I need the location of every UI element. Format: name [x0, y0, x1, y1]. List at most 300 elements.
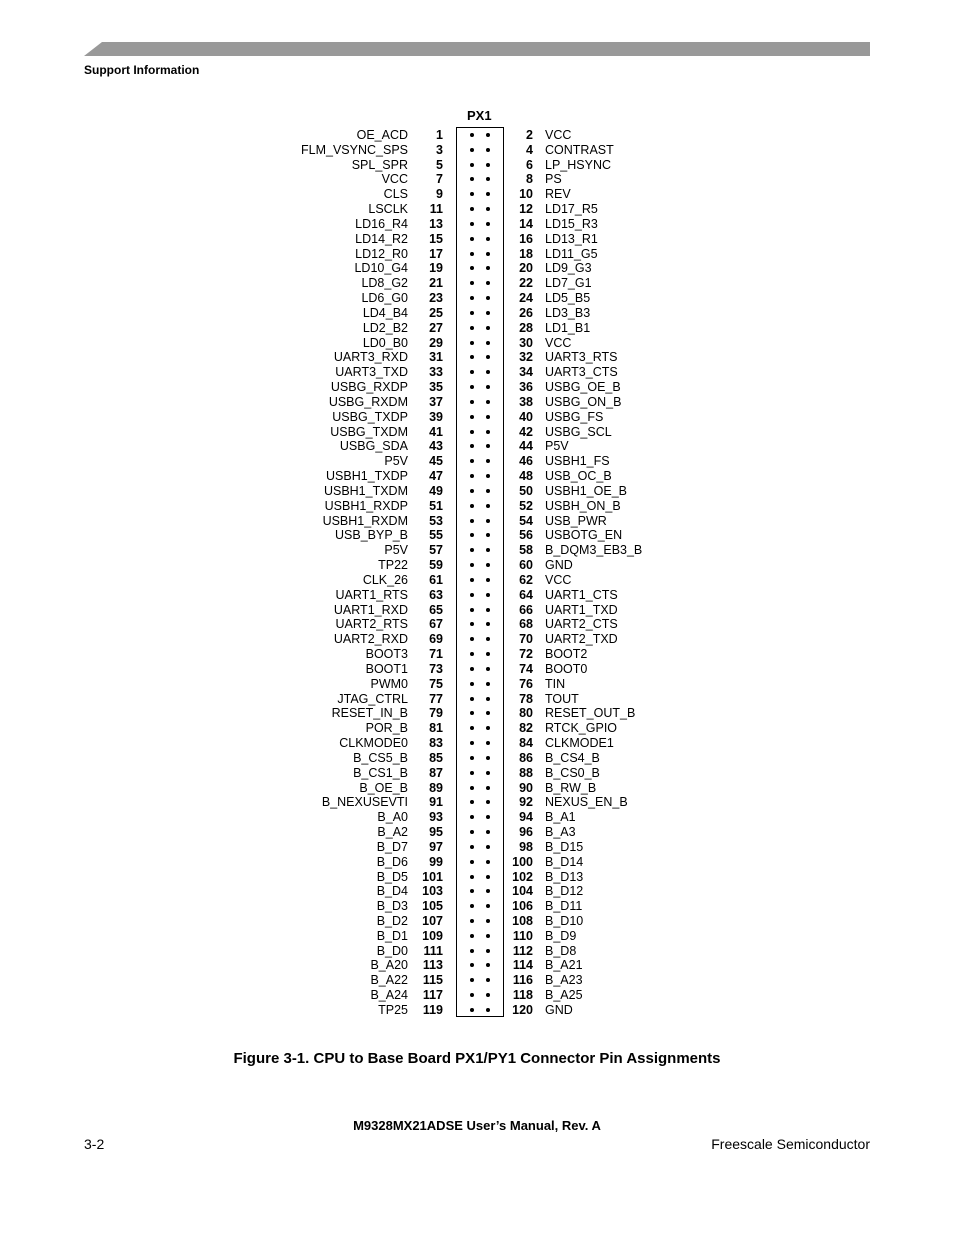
pin-signal-right: USBH1_OE_B: [545, 483, 627, 498]
pin-number-right: 82: [519, 721, 533, 736]
pin-number-left: 93: [429, 810, 443, 825]
pin-number-left: 97: [429, 839, 443, 854]
pin-signal-left: LD16_R4: [355, 216, 408, 231]
pin-dot-icon: [486, 444, 490, 448]
pin-dot-icon: [486, 148, 490, 152]
pin-dot-icon: [486, 252, 490, 256]
pin-signal-left: B_CS1_B: [353, 765, 408, 780]
pin-row: [290, 899, 690, 914]
pin-dot-icon: [486, 133, 490, 137]
pin-signal-right: B_D12: [545, 884, 584, 899]
pin-dot-icon: [486, 177, 490, 181]
pin-signal-right: LP_HSYNC: [545, 157, 611, 172]
pin-signal-left: B_D2: [376, 913, 408, 928]
pin-number-right: 38: [519, 394, 533, 409]
pin-dot-icon: [470, 400, 474, 404]
pin-signal-right: USBH_ON_B: [545, 498, 621, 513]
pin-number-left: 23: [429, 291, 443, 306]
pin-signal-right: UART2_CTS: [545, 617, 618, 632]
pin-number-left: 61: [429, 572, 443, 587]
pin-row: [290, 514, 690, 529]
pin-row: [290, 543, 690, 558]
pin-signal-left: LD8_G2: [361, 276, 408, 291]
pin-dot-icon: [470, 786, 474, 790]
pin-signal-right: VCC: [545, 128, 572, 142]
pin-dot-icon: [470, 622, 474, 626]
pin-dot-icon: [486, 830, 490, 834]
pin-signal-right: B_A3: [545, 825, 576, 839]
pin-dot-icon: [486, 860, 490, 864]
pin-signal-right: LD1_B1: [545, 320, 591, 335]
pin-number-left: 27: [429, 320, 443, 335]
pin-number-right: 102: [512, 869, 533, 884]
pin-number-left: 63: [429, 587, 443, 602]
pin-dot-icon: [470, 548, 474, 552]
pin-dot-icon: [486, 593, 490, 597]
connector-title: PX1: [467, 108, 492, 123]
pin-row: [290, 677, 690, 692]
pin-dot-icon: [486, 222, 490, 226]
pin-signal-right: CLKMODE1: [545, 736, 614, 751]
pin-signal-right: B_RW_B: [545, 780, 597, 795]
pin-signal-right: BOOT0: [545, 661, 588, 676]
pin-signal-right: USBG_SCL: [545, 424, 612, 439]
pin-number-right: 78: [519, 691, 533, 706]
pin-signal-left: CLKMODE0: [339, 736, 408, 751]
pin-number-right: 20: [519, 261, 533, 276]
pin-row: [290, 128, 690, 143]
pin-dot-icon: [486, 934, 490, 938]
pin-signal-right: B_D13: [545, 869, 584, 884]
pin-dot-icon: [470, 741, 474, 745]
pin-number-right: 50: [519, 483, 533, 498]
pin-number-left: 55: [429, 528, 443, 543]
pin-dot-icon: [486, 622, 490, 626]
pin-signal-right: BOOT2: [545, 647, 588, 662]
pin-signal-left: B_A2: [377, 825, 408, 839]
pin-signal-right: LD15_R3: [545, 216, 598, 231]
pin-number-left: 81: [429, 721, 443, 736]
pin-dot-icon: [486, 711, 490, 715]
pin-dot-icon: [486, 786, 490, 790]
pin-signal-left: UART2_RTS: [335, 617, 408, 632]
pin-signal-right: USB_PWR: [545, 513, 607, 528]
pin-row: [290, 321, 690, 336]
pin-dot-icon: [486, 993, 490, 997]
pin-signal-right: PS: [545, 172, 562, 187]
pin-number-left: 73: [429, 661, 443, 676]
pin-signal-left: B_D1: [376, 928, 408, 943]
pin-number-left: 45: [429, 454, 443, 469]
pin-number-left: 115: [422, 973, 443, 988]
pin-number-right: 66: [519, 602, 533, 617]
pin-signal-right: CONTRAST: [545, 142, 614, 157]
pin-number-left: 83: [429, 736, 443, 751]
pin-number-left: 29: [429, 335, 443, 350]
pin-row: [290, 172, 690, 187]
pin-number-right: 104: [512, 884, 533, 899]
pin-number-left: 95: [429, 825, 443, 839]
pin-dot-icon: [486, 637, 490, 641]
pin-row: [290, 588, 690, 603]
pin-number-left: 15: [429, 231, 443, 246]
pin-dot-icon: [486, 355, 490, 359]
pin-row: [290, 617, 690, 632]
pin-number-right: 62: [519, 572, 533, 587]
pin-dot-icon: [470, 756, 474, 760]
pin-number-right: 28: [519, 320, 533, 335]
pin-number-right: 36: [519, 380, 533, 395]
pin-number-left: 25: [429, 305, 443, 320]
pin-dot-icon: [470, 444, 474, 448]
pin-number-right: 42: [519, 424, 533, 439]
pin-dot-icon: [486, 978, 490, 982]
pin-dot-icon: [470, 385, 474, 389]
pin-row: [290, 247, 690, 262]
pin-row: [290, 721, 690, 736]
pin-row: [290, 558, 690, 573]
pin-number-right: 8: [526, 172, 533, 187]
pin-dot-icon: [470, 949, 474, 953]
pin-number-left: 43: [429, 439, 443, 454]
pin-dot-icon: [470, 281, 474, 285]
pin-dot-icon: [470, 563, 474, 567]
pin-row: [290, 795, 690, 810]
pin-signal-right: REV: [545, 187, 571, 202]
page-number: 3-2: [84, 1136, 105, 1152]
pin-dot-icon: [470, 355, 474, 359]
pin-dot-icon: [470, 652, 474, 656]
pin-dot-icon: [486, 697, 490, 701]
pin-dot-icon: [486, 608, 490, 612]
pin-signal-left: UART3_TXD: [335, 365, 408, 380]
pin-number-left: 35: [429, 380, 443, 395]
pin-number-left: 69: [429, 632, 443, 647]
pin-number-right: 2: [526, 128, 533, 142]
pin-dot-icon: [470, 207, 474, 211]
pin-signal-right: LD13_R1: [545, 231, 598, 246]
pin-row: [290, 825, 690, 840]
pin-number-right: 30: [519, 335, 533, 350]
pin-number-left: 41: [429, 424, 443, 439]
pin-dot-icon: [486, 919, 490, 923]
pin-row: [290, 410, 690, 425]
pin-row: [290, 603, 690, 618]
pin-number-left: 57: [429, 543, 443, 558]
pin-signal-left: LD6_G0: [361, 291, 408, 306]
pin-dot-icon: [470, 934, 474, 938]
pin-dot-icon: [470, 875, 474, 879]
pin-signal-right: UART1_TXD: [545, 602, 618, 617]
pin-dot-icon: [470, 771, 474, 775]
pin-signal-right: B_A21: [545, 958, 583, 973]
pin-signal-right: UART2_TXD: [545, 632, 618, 647]
pin-dot-icon: [486, 341, 490, 345]
pin-row: [290, 736, 690, 751]
pin-dot-icon: [470, 163, 474, 167]
pin-number-left: 51: [429, 498, 443, 513]
pin-dot-icon: [470, 845, 474, 849]
pin-row: [290, 884, 690, 899]
pin-row: [290, 855, 690, 870]
pin-number-right: 108: [512, 913, 533, 928]
pin-number-right: 106: [512, 899, 533, 914]
pin-number-right: 116: [512, 973, 533, 988]
pin-number-right: 76: [519, 676, 533, 691]
pin-signal-left: P5V: [384, 543, 408, 558]
pin-signal-left: B_NEXUSEVTI: [321, 795, 408, 810]
pin-number-left: 21: [429, 276, 443, 291]
pin-number-right: 120: [512, 1002, 533, 1017]
pin-row: [290, 232, 690, 247]
pin-number-right: 26: [519, 305, 533, 320]
pin-dot-icon: [486, 430, 490, 434]
pin-number-right: 24: [519, 291, 533, 306]
pin-dot-icon: [470, 430, 474, 434]
pin-row: [290, 840, 690, 855]
pin-dot-icon: [470, 578, 474, 582]
pin-dot-icon: [470, 415, 474, 419]
pin-signal-left: B_D7: [376, 839, 408, 854]
pin-dot-icon: [486, 533, 490, 537]
pin-row: [290, 499, 690, 514]
pin-number-left: 77: [429, 691, 443, 706]
pin-signal-right: USBH1_FS: [545, 454, 610, 469]
pin-number-left: 79: [429, 706, 443, 721]
pin-number-left: 7: [436, 172, 443, 187]
pin-dot-icon: [486, 726, 490, 730]
pin-signal-left: USBH1_TXDP: [326, 469, 408, 484]
pin-signal-left: UART3_RXD: [333, 350, 408, 365]
figure-caption: Figure 3-1. CPU to Base Board PX1/PY1 Connector Pin Assignments: [233, 1050, 721, 1067]
pin-signal-left: UART2_RXD: [333, 632, 408, 647]
pin-number-right: 90: [519, 780, 533, 795]
pin-signal-left: USB_BYP_B: [335, 528, 408, 543]
pin-dot-icon: [470, 341, 474, 345]
pin-dot-icon: [470, 889, 474, 893]
pin-row: [290, 944, 690, 959]
pin-signal-right: USB_OC_B: [545, 469, 612, 484]
pin-row: [290, 425, 690, 440]
pin-number-right: 4: [526, 142, 533, 157]
pin-number-right: 22: [519, 276, 533, 291]
pin-dot-icon: [470, 519, 474, 523]
pin-signal-right: B_D9: [545, 928, 577, 943]
pin-number-right: 118: [512, 988, 533, 1003]
pin-number-left: 117: [422, 988, 443, 1003]
pin-row: [290, 276, 690, 291]
pin-dot-icon: [486, 741, 490, 745]
pin-dot-icon: [470, 533, 474, 537]
pin-dot-icon: [486, 474, 490, 478]
pin-signal-left: CLK_26: [362, 572, 408, 587]
pin-row: [290, 365, 690, 380]
pin-number-right: 18: [519, 246, 533, 261]
pin-number-right: 72: [519, 647, 533, 662]
pin-row: [290, 528, 690, 543]
pin-row: [290, 291, 690, 306]
pin-number-left: 113: [422, 958, 443, 973]
pin-dot-icon: [470, 830, 474, 834]
pin-dot-icon: [470, 904, 474, 908]
pin-signal-right: LD5_B5: [545, 291, 591, 306]
pin-row: [290, 187, 690, 202]
pin-dot-icon: [470, 993, 474, 997]
pin-signal-left: BOOT1: [365, 661, 408, 676]
pin-row: [290, 143, 690, 158]
pin-number-right: 110: [512, 928, 533, 943]
pin-number-right: 10: [519, 187, 533, 202]
pin-signal-right: B_A25: [545, 988, 583, 1003]
pin-number-left: 91: [429, 795, 443, 810]
pin-number-left: 49: [429, 483, 443, 498]
pin-signal-left: LSCLK: [368, 202, 408, 217]
pin-number-left: 33: [429, 365, 443, 380]
pin-signal-right: B_D11: [545, 899, 583, 914]
pin-signal-left: B_CS5_B: [353, 750, 408, 765]
pin-signal-right: UART3_CTS: [545, 365, 618, 380]
pin-dot-icon: [486, 504, 490, 508]
pin-number-right: 34: [519, 365, 533, 380]
company-name: Freescale Semiconductor: [711, 1136, 870, 1152]
pin-dot-icon: [486, 237, 490, 241]
pin-signal-left: B_D4: [376, 884, 408, 899]
pin-dot-icon: [470, 266, 474, 270]
pin-dot-icon: [470, 726, 474, 730]
pin-signal-right: B_D8: [545, 943, 577, 958]
pin-row: [290, 870, 690, 885]
pin-row: [290, 706, 690, 721]
pin-number-right: 54: [519, 513, 533, 528]
pin-signal-right: VCC: [545, 335, 572, 350]
pin-number-left: 67: [429, 617, 443, 632]
pin-dot-icon: [470, 860, 474, 864]
pin-row: [290, 692, 690, 707]
pin-row: [290, 914, 690, 929]
pin-signal-right: USBG_FS: [545, 409, 604, 424]
pin-row: [290, 958, 690, 973]
pin-dot-icon: [470, 489, 474, 493]
pin-number-left: 37: [429, 394, 443, 409]
pin-signal-left: P5V: [384, 454, 408, 469]
pin-signal-right: B_A23: [545, 973, 583, 988]
pin-row: [290, 781, 690, 796]
pin-signal-left: SPL_SPR: [351, 157, 408, 172]
pin-number-left: 11: [429, 202, 443, 217]
pin-dot-icon: [486, 311, 490, 315]
pin-dot-icon: [470, 370, 474, 374]
pin-row: [290, 380, 690, 395]
pin-number-left: 105: [422, 899, 443, 914]
pin-signal-left: USBG_TXDM: [330, 424, 408, 439]
pin-dot-icon: [486, 904, 490, 908]
pin-row: [290, 439, 690, 454]
pin-number-left: 103: [422, 884, 443, 899]
pin-row: [290, 469, 690, 484]
pin-dot-icon: [486, 385, 490, 389]
pin-dot-icon: [486, 370, 490, 374]
pin-number-right: 84: [519, 736, 533, 751]
pin-signal-right: B_CS4_B: [545, 750, 600, 765]
pin-dot-icon: [470, 608, 474, 612]
pin-dot-icon: [486, 489, 490, 493]
pin-dot-icon: [470, 133, 474, 137]
pin-dot-icon: [486, 889, 490, 893]
pin-dot-icon: [470, 459, 474, 463]
pin-signal-left: LD2_B2: [362, 320, 408, 335]
pin-signal-left: RESET_IN_B: [331, 706, 408, 721]
pin-number-right: 60: [519, 558, 533, 573]
pin-dot-icon: [470, 682, 474, 686]
pin-signal-left: PWM0: [370, 676, 408, 691]
pin-number-left: 3: [436, 142, 443, 157]
pin-row: [290, 973, 690, 988]
pin-signal-right: RTCK_GPIO: [545, 721, 618, 736]
pin-dot-icon: [470, 222, 474, 226]
pin-signal-left: B_D6: [376, 854, 408, 869]
pin-number-left: 99: [429, 854, 443, 869]
pin-signal-right: VCC: [545, 572, 572, 587]
pin-signal-right: NEXUS_EN_B: [545, 795, 628, 810]
pin-dot-icon: [470, 311, 474, 315]
pin-dot-icon: [486, 563, 490, 567]
pin-signal-right: USBOTG_EN: [545, 528, 623, 543]
pin-row: [290, 306, 690, 321]
pin-signal-left: POR_B: [365, 721, 408, 736]
pin-number-right: 98: [519, 839, 533, 854]
pin-dot-icon: [470, 919, 474, 923]
pin-dot-icon: [486, 163, 490, 167]
pin-signal-right: UART3_RTS: [545, 350, 618, 365]
pin-signal-right: B_A1: [545, 810, 576, 825]
manual-title: M9328MX21ADSE User’s Manual, Rev. A: [353, 1118, 601, 1133]
pin-number-right: 14: [519, 216, 533, 231]
pin-row: [290, 751, 690, 766]
pin-dot-icon: [486, 326, 490, 330]
pin-signal-right: B_CS0_B: [545, 765, 600, 780]
pin-row: [290, 261, 690, 276]
pin-row: [290, 484, 690, 499]
pin-dot-icon: [486, 281, 490, 285]
pin-dot-icon: [486, 800, 490, 804]
pin-signal-left: UART1_RTS: [335, 587, 408, 602]
pin-dot-icon: [470, 192, 474, 196]
pin-number-right: 46: [519, 454, 533, 469]
pin-number-left: 85: [429, 750, 443, 765]
pin-dot-icon: [486, 548, 490, 552]
pin-number-right: 80: [519, 706, 533, 721]
pin-number-right: 16: [519, 231, 533, 246]
pin-number-right: 70: [519, 632, 533, 647]
pin-signal-left: FLM_VSYNC_SPS: [301, 142, 408, 157]
pin-number-left: 31: [429, 350, 443, 365]
pin-signal-right: LD17_R5: [545, 202, 598, 217]
pin-dot-icon: [470, 326, 474, 330]
pin-number-left: 89: [429, 780, 443, 795]
pin-row: [290, 662, 690, 677]
pin-signal-right: B_D15: [545, 839, 584, 854]
pin-dot-icon: [470, 667, 474, 671]
pin-row: [290, 988, 690, 1003]
pin-dot-icon: [470, 637, 474, 641]
pin-signal-left: VCC: [381, 172, 408, 187]
pin-signal-left: B_A24: [370, 988, 408, 1003]
pin-number-left: 87: [429, 765, 443, 780]
pin-signal-left: B_D0: [376, 943, 408, 958]
pin-dot-icon: [486, 963, 490, 967]
pin-number-left: 107: [422, 913, 443, 928]
pin-number-left: 111: [423, 943, 443, 958]
